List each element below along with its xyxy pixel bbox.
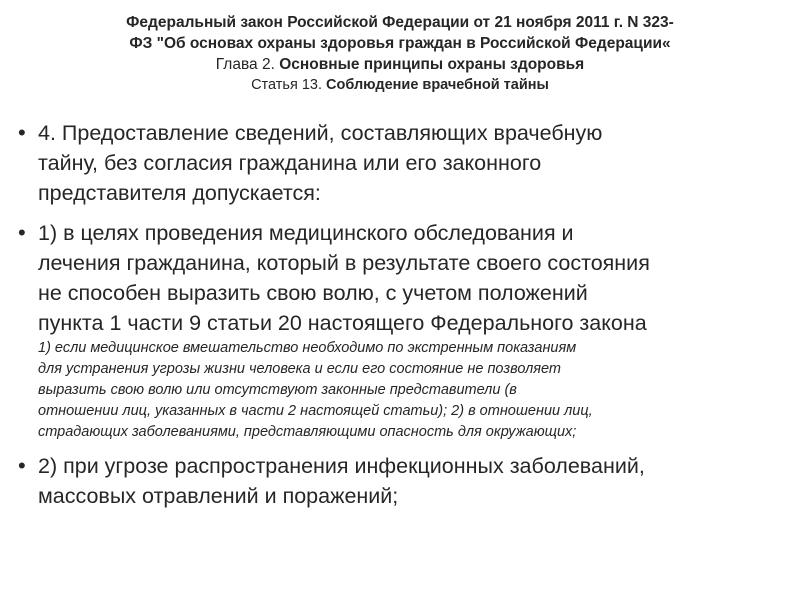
title-line-1: Федеральный закон Российской Федерации от 21 ноября 2011 г. N 323- [126, 14, 674, 31]
chapter-heading [20, 54, 780, 75]
list-item [18, 451, 788, 511]
article-heading [20, 75, 780, 96]
text-line: массовых отравлений и поражений; [38, 484, 399, 508]
note-line: выразить свою волю или отсутствуют законные представители (в [38, 382, 517, 398]
text-line: не способен выразить свою волю, с учетом положений [38, 281, 588, 305]
article-prefix: Статья 13. [251, 77, 327, 93]
text-line: тайну, без согласия гражданина или его законного [38, 151, 542, 175]
list-item-text [38, 218, 788, 338]
text-line: пункта 1 части 9 статьи 20 настоящего Федерального закона [38, 311, 647, 335]
slide-title [20, 12, 780, 96]
note-line: страдающих заболеваниями, представляющими опасность для окружающих; [38, 424, 577, 440]
bullet-marker: • [18, 453, 26, 478]
list-item-text [38, 451, 788, 511]
note-line: отношении лиц, указанных в части 2 настоящей статьи); 2) в отношении лиц, [38, 403, 593, 419]
text-line: 4. Предоставление сведений, составляющих врачебную [38, 121, 603, 145]
bullet-list [18, 118, 788, 521]
text-line: лечения гражданина, который в результате своего состояния [38, 251, 650, 275]
list-item [18, 218, 788, 443]
note-line: для устранения угрозы жизни человека и если его состояние не позволяет [38, 361, 561, 377]
article-name: Соблюдение врачебной тайны [326, 77, 549, 93]
italic-note [38, 338, 788, 443]
note-line: 1) если медицинское вмешательство необходимо по экстренным показаниям [38, 340, 577, 356]
bullet-marker: • [18, 220, 26, 245]
bullet-marker: • [18, 120, 26, 145]
text-line: 1) в целях проведения медицинского обследования и [38, 221, 574, 245]
chapter-name: Основные принципы охраны здоровья [279, 56, 585, 73]
text-line: представителя допускается: [38, 181, 321, 205]
title-line-2: ФЗ "Об основах охраны здоровья граждан в Российской Федерации« [129, 35, 671, 52]
list-item-text [38, 118, 788, 208]
list-item [18, 118, 788, 208]
text-line: 2) при угрозе распространения инфекционных заболеваний, [38, 454, 645, 478]
chapter-prefix: Глава 2. [215, 56, 280, 73]
